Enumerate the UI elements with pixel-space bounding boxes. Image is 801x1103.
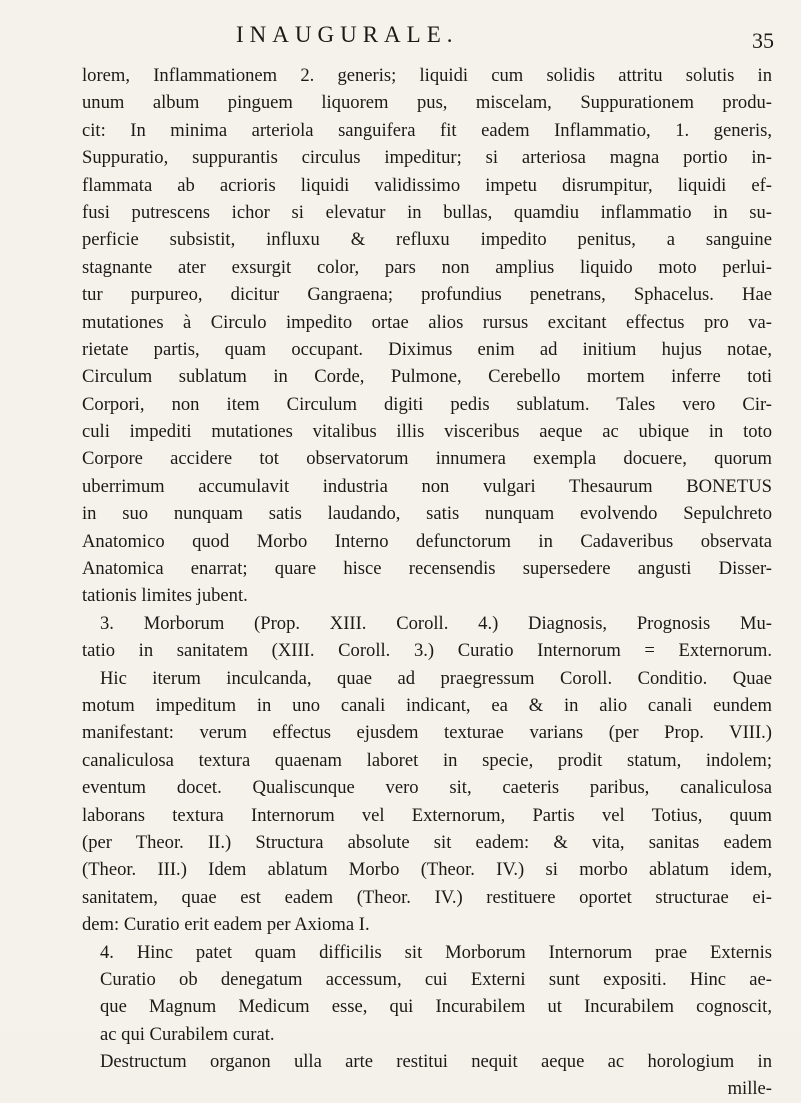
text-line: tatio in sanitatem (XIII. Coroll. 3.) Curatio Internorum = Externorum. [82, 640, 772, 662]
text-line: cit: In minima arteriola sanguifera fit eadem Inflammatio, 1. generis, [82, 119, 772, 141]
text-line: Circulum sublatum in Corde, Pulmone, Cerebello mortem inferre toti [82, 366, 772, 388]
text-line: mille- [727, 1078, 772, 1100]
text-line: Suppuratio, suppurantis circulus impeditur; si arteriosa magna portio in- [82, 147, 772, 169]
text-line: Hic iterum inculcanda, quae ad praegressum Coroll. Conditio. Quae [100, 667, 772, 689]
text-line: Curatio ob denegatum accessum, cui Externi sunt expositi. Hinc ae- [100, 968, 772, 990]
text-line: sanitatem, quae est eadem (Theor. IV.) restituere oportet structurae ei- [82, 886, 772, 908]
text-line: canaliculosa textura quaenam laboret in specie, prodit statum, indolem; [82, 749, 772, 771]
page-number: 35 [752, 28, 774, 53]
text-line: fusi putrescens ichor si elevatur in bullas, quamdiu inflammatio in su- [82, 201, 772, 223]
body-text [82, 62, 772, 1103]
text-line: ac qui Curabilem curat. [100, 1023, 275, 1045]
text-line: dem: Curatio erit eadem per Axioma I. [82, 914, 370, 936]
text-line: (per Theor. II.) Structura absolute sit eadem: & vita, sanitas eadem [82, 831, 772, 853]
text-line: mutationes à Circulo impedito ortae alios rursus excitant effectus pro va- [82, 311, 772, 333]
text-line: Corpore accidere tot observatorum innumera exempla docuere, quorum [82, 448, 772, 470]
text-line: laborans textura Internorum vel Externorum, Partis vel Totius, quum [82, 804, 772, 826]
text-line: perficie subsistit, influxu & refluxu impedito penitus, a sanguine [82, 229, 772, 251]
text-line: culi impediti mutationes vitalibus illis visceribus aeque ac ubique in toto [82, 421, 772, 443]
text-line: unum album pinguem liquorem pus, miscelam, Suppurationem produ- [82, 92, 772, 114]
text-line: manifestant: verum effectus ejusdem texturae varians (per Prop. VIII.) [82, 722, 772, 744]
text-line: (Theor. III.) Idem ablatum Morbo (Theor. IV.) si morbo ablatum idem, [82, 859, 772, 881]
text-line: eventum docet. Qualiscunque vero sit, caeteris paribus, canaliculosa [82, 777, 772, 799]
text-line: Anatomica enarrat; quare hisce recensendis supersedere angusti Disser- [82, 558, 772, 580]
text-line: flammata ab acrioris liquidi validissimo impetu disrumpitur, liquidi ef- [82, 174, 772, 196]
text-line: Destructum organon ulla arte restitui nequit aeque ac horologium in [100, 1051, 772, 1073]
text-line: tationis limites jubent. [82, 585, 248, 607]
text-line: tur purpureo, dicitur Gangraena; profundius penetrans, Sphacelus. Hae [82, 284, 772, 306]
text-line: stagnante ater exsurgit color, pars non amplius liquido moto perlui- [82, 256, 772, 278]
running-head: INAUGURALE. [236, 22, 459, 47]
text-line: 4. Hinc patet quam difficilis sit Morborum Internorum prae Externis [100, 941, 772, 963]
text-line: lorem, Inflammationem 2. generis; liquidi cum solidis attritu solutis in [82, 65, 772, 86]
text-line: 3. Morborum (Prop. XIII. Coroll. 4.) Diagnosis, Prognosis Mu- [100, 612, 772, 634]
text-line: Anatomico quod Morbo Interno defunctorum in Cadaveribus observata [82, 530, 772, 552]
page-header [0, 22, 801, 62]
text-line: rietate partis, quam occupant. Diximus enim ad initium hujus notae, [82, 338, 772, 360]
text-line: motum impeditum in uno canali indicant, ea & in alio canali eundem [82, 694, 772, 716]
text-line: in suo nunquam satis laudando, satis nunquam evolvendo Sepulchreto [82, 503, 772, 525]
text-line: uberrimum accumulavit industria non vulgari Thesaurum BONETUS [82, 475, 772, 497]
text-line: que Magnum Medicum esse, qui Incurabilem ut Incurabilem cognoscit, [100, 996, 772, 1018]
text-line: Corpori, non item Circulum digiti pedis sublatum. Tales vero Cir- [82, 393, 772, 415]
